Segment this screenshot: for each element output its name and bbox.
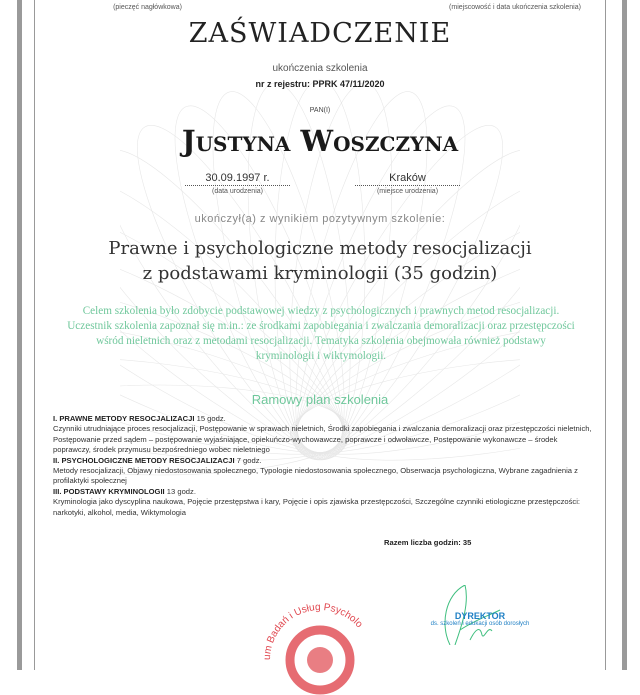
- course-title-line1: Prawne i psychologiczne metody resocjalizacji: [108, 238, 532, 259]
- stamp-caption: (pieczęć nagłówkowa): [113, 4, 182, 11]
- module-hours: 15 godz.: [196, 414, 226, 423]
- svg-text:um Badań i Usług Psycholo: um Badań i Usług Psycholo: [261, 601, 365, 661]
- program-list: [53, 414, 593, 518]
- completed-text: ukończył(a) z wynikiem pozytywnym szkolenie:: [194, 213, 446, 225]
- registry-number: nr z rejestru: PPRK 47/11/2020: [255, 79, 385, 89]
- module-name: II. PSYCHOLOGICZNE METODY RESOCJALIZACJI: [53, 455, 235, 465]
- director-title: DYREKTOR: [454, 611, 506, 621]
- module-hours: 7 godz.: [236, 455, 262, 465]
- certificate-subtitle: ukończenia szkolenia: [272, 63, 368, 74]
- salutation: PAN(I): [309, 107, 331, 114]
- module-hours: 13 godz.: [166, 486, 196, 496]
- total-hours: Razem liczba godzin: 35: [384, 538, 472, 547]
- birth-place: Kraków: [389, 172, 426, 184]
- module-content: Metody resocjalizacji, Objawy niedostosowania społecznego, Typologie niedostosowania społecznego, Obserwacja psychologiczna, Wybrane zagadnienia z profilaktyki społecznej: [53, 466, 578, 486]
- module-name: III. PODSTAWY KRYMINOLOGII: [53, 486, 165, 496]
- certificate-title: ZAŚWIADCZENIE: [188, 18, 452, 49]
- module-name: I. PRAWNE METODY RESOCJALIZACJI: [53, 414, 195, 423]
- program-module: [53, 414, 593, 456]
- module-content: Czynniki utrudniające proces resocjalizacji, Postępowanie w sprawach nieletnich, Środki zapobiegania i zwalczania demoralizacji oraz przestępczości nieletnich, Postępowanie przed sądem – postępowanie wyjaśniające, opiekuńczo-wychowawcze, poprawcze i odwoławcze, Postępowanie wykonawcze – środek poprawczy, środek przymusu bezpośredniego wobec nieletniego: [53, 424, 592, 455]
- course-goal: Celem szkolenia było zdobycie podstawowej wiedzy z psychologicznych i prawnych metod resocjalizacji. Uczestnik szkolenia zapoznał się m.in.: ze środkami zapobiegania i zwalczania demoralizacji oraz przestępczości wśród nieletnich oraz z metodami resocjalizacji. Tematyka szkolenia obejmowała również podstawy kryminologii i wiktymologii.: [67, 305, 575, 362]
- program-module: [53, 487, 593, 518]
- director-subtitle: ds. szkoleń i edukacji osób dorosłych: [430, 621, 530, 627]
- birth-date-caption: (data urodzenia): [212, 188, 263, 195]
- course-title: [0, 236, 640, 286]
- birth-date: 30.09.1997 r.: [205, 172, 270, 184]
- program-module: [53, 456, 593, 487]
- director-block: [405, 611, 555, 627]
- course-title-line2: z podstawami kryminologii (35 godzin): [142, 263, 498, 284]
- place-date-caption: (miejscowość i data ukończenia szkolenia): [449, 4, 581, 11]
- plan-title: Ramowy plan szkolenia: [251, 392, 389, 407]
- round-stamp: [255, 585, 385, 695]
- birth-place-caption: (miejsce urodzenia): [376, 188, 439, 195]
- module-content: Kryminologia jako dyscyplina naukowa, Pojęcie przestępstwa i kary, Pojęcie i opis zjawiska przestępczości, Szczególne czynniki etiologiczne przestępczości: narkotyki, alkohol, media, Wiktymologia: [53, 497, 581, 517]
- recipient-name: Justyna Woszczyna: [181, 124, 459, 158]
